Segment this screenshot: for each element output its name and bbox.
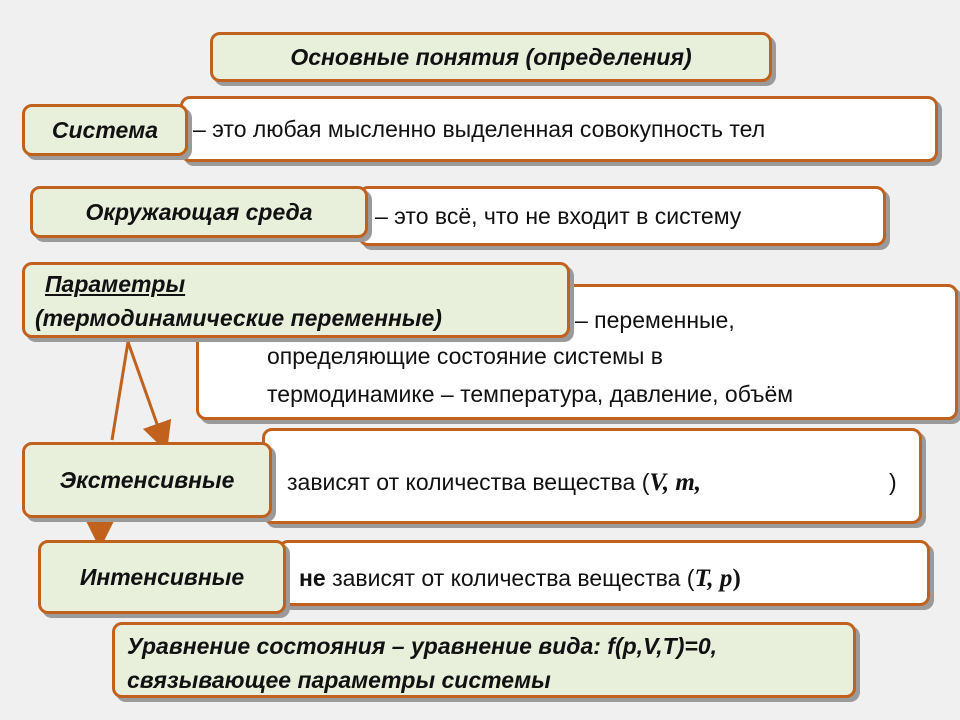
extensive-definition-box: [262, 428, 922, 524]
extensive-symbols: V, m,: [649, 469, 702, 496]
intensive-definition: [299, 565, 741, 593]
extensive-term-box: [22, 442, 272, 518]
system-definition: – это любая мысленно выделенная совокупность тел: [193, 115, 766, 142]
intensive-definition-prefix: зависят от количества вещества (: [325, 565, 695, 591]
parameters-term-line2: (термодинамические переменные): [35, 305, 442, 331]
page-title: Основные понятия (определения): [290, 43, 692, 70]
parameters-definition-line1: – переменные,: [575, 307, 735, 333]
intensive-term: Интенсивные: [79, 563, 245, 590]
parameters-term-line1: Параметры: [45, 271, 186, 297]
intensive-negation: не: [299, 565, 326, 591]
intensive-definition-suffix: ): [732, 565, 741, 592]
parameters-definition-line2: определяющие состояние системы в: [267, 343, 664, 369]
line-to-intensive: [112, 342, 128, 440]
extensive-term: Экстенсивные: [59, 466, 235, 493]
parameters-definition-line3: термодинамике – температура, давление, объём: [267, 381, 794, 407]
environment-definition: – это всё, что не входит в систему: [375, 202, 742, 229]
equation-box: [112, 622, 856, 698]
equation-line2: связывающее параметры системы: [127, 667, 551, 693]
extensive-definition: [287, 469, 701, 497]
system-term: Система: [51, 116, 159, 143]
extensive-definition-suffix: ): [889, 469, 897, 495]
environment-term: Окружающая среда: [85, 198, 313, 225]
equation-line1: Уравнение состояния – уравнение вида: f(p,V,T)=0,: [127, 633, 718, 659]
extensive-definition-prefix: зависят от количества вещества (: [287, 469, 650, 495]
intensive-symbols: T, p: [694, 565, 733, 592]
intensive-term-box: [38, 540, 286, 614]
arrow-to-extensive: [128, 342, 162, 438]
intensive-definition-box: [278, 540, 930, 606]
